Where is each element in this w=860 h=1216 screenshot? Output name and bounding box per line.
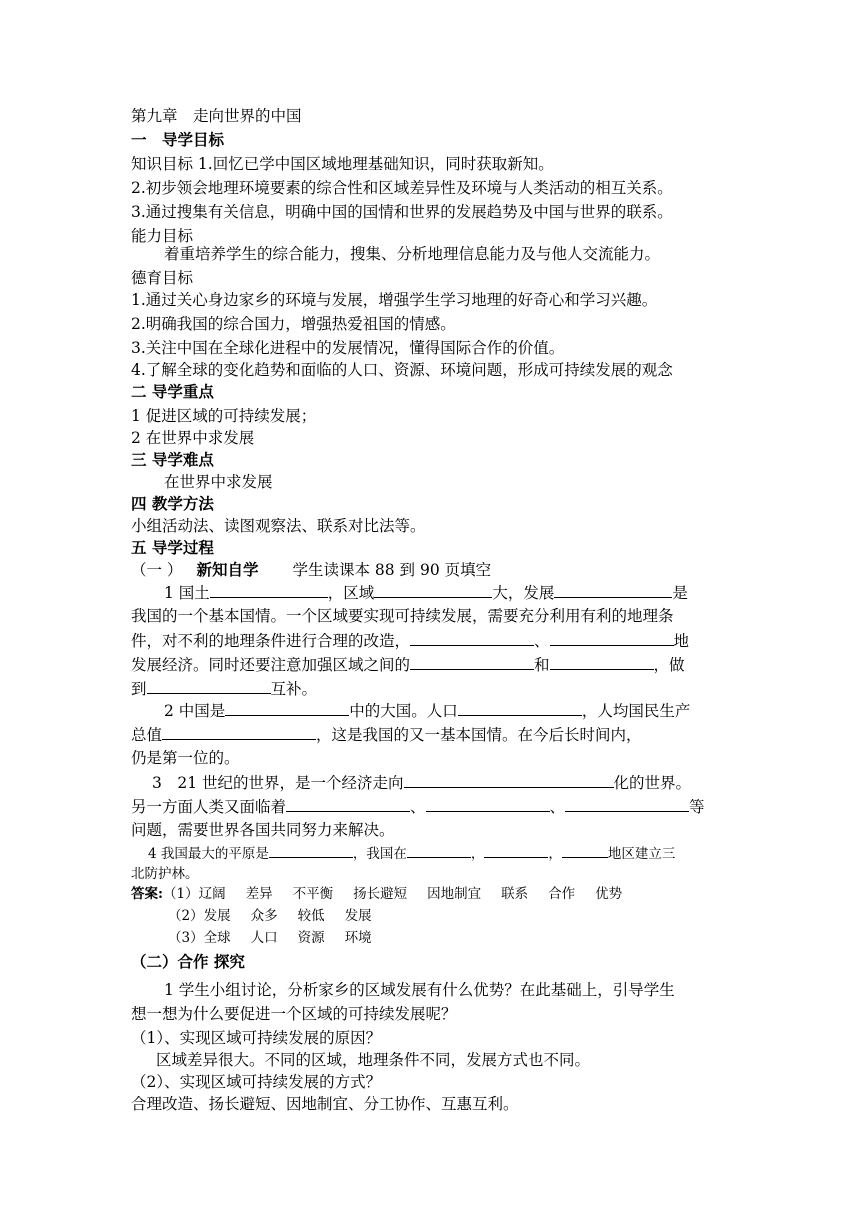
- subsection-1-line: [131, 558, 491, 582]
- section-5-heading: 五 导学过程: [131, 538, 214, 557]
- fill-blank[interactable]: [426, 794, 550, 812]
- fill-blank[interactable]: [210, 580, 328, 598]
- question-reason: （1）、实现区域可持续发展的原因？: [131, 1029, 382, 1047]
- fill-blank[interactable]: [410, 628, 534, 646]
- question-1-line-4: 发展经济。同时还要注意加强区域之间的 和 ，做: [131, 652, 685, 676]
- question-1-line-1: 1 国土 ，区域 大，发展 是: [164, 580, 688, 604]
- discussion-line-1: 1 学生小组讨论，分析家乡的区域发展有什么优势？在此基础上，引导学生: [164, 981, 675, 999]
- knowledge-goal-2: 2.初步领会地理环境要素的综合性和区域差异性及环境与人类活动的相互关系。: [131, 179, 673, 197]
- knowledge-goal-3: 3.通过搜集有关信息，明确中国的国情和世界的发展趋势及中国与世界的联系。: [131, 203, 673, 221]
- moral-goal-label: 德育目标: [131, 269, 194, 287]
- question-4-line-1: 4 我国最大的平原是 ，我国在 ， ， 地区建立三: [148, 842, 675, 866]
- fill-blank[interactable]: [374, 580, 492, 598]
- subsection-1-title: 新知自学: [196, 560, 259, 579]
- moral-goal-3: 3.关注中国在全球化进程中的发展情况，懂得国际合作的价值。: [131, 339, 565, 357]
- subsection-2-heading: （二）合作 探究: [131, 952, 245, 971]
- question-3-line-1: 3 21 世纪的世界，是一个经济走向 化的世界。: [152, 770, 691, 794]
- fill-blank[interactable]: [407, 843, 471, 858]
- fill-blank[interactable]: [162, 722, 316, 740]
- answers-row-2: （2）发展 众多 较低 发展: [168, 908, 372, 924]
- fill-blank[interactable]: [286, 794, 410, 812]
- question-2-line-2: 总值 ，这是我国的又一基本国情。在今后长时间内，: [131, 722, 642, 746]
- question-1-line-5: 到 互补。: [131, 676, 317, 700]
- fill-blank[interactable]: [550, 652, 654, 670]
- answer-method: 合理改造、扬长避短、因地制宜、分工协作、互惠互利。: [131, 1095, 519, 1113]
- question-3-line-3: 问题，需要世界各国共同努力来解决。: [131, 821, 395, 839]
- subsection-1-prefix: （一 ）: [131, 561, 183, 579]
- question-method: （2）、实现区域可持续发展的方式？: [131, 1073, 382, 1091]
- moral-goal-1: 1.通过关心身边家乡的环境与发展，增强学生学习地理的好奇心和学习兴趣。: [131, 291, 658, 309]
- key-point-1: 1 促进区域的可持续发展；: [131, 407, 317, 425]
- question-4-line-2: 北防护林。: [131, 866, 199, 882]
- section-3-heading: 三 导学难点: [131, 450, 214, 469]
- moral-goal-2: 2.明确我国的综合国力，增强热爱祖国的情感。: [131, 315, 456, 333]
- fill-blank[interactable]: [147, 676, 271, 694]
- subsection-1-text: 学生读课本 88 到 90 页填空: [292, 561, 492, 579]
- answer-reason: 区域差异很大。不同的区域，地理条件不同，发展方式也不同。: [156, 1051, 591, 1069]
- question-2-line-1: 2 中国是 中的大国。人口 ，人均国民生产: [164, 698, 690, 722]
- fill-blank[interactable]: [484, 843, 548, 858]
- knowledge-goal-1: 知识目标 1.回忆已学中国区域地理基础知识，同时获取新知。: [131, 155, 554, 173]
- fill-blank[interactable]: [404, 770, 614, 788]
- fill-blank[interactable]: [554, 580, 672, 598]
- fill-blank[interactable]: [458, 698, 582, 716]
- question-3-line-2: 另一方面人类又面临着 、 、 等: [131, 794, 705, 818]
- key-point-2: 2 在世界中求发展: [131, 429, 255, 447]
- fill-blank[interactable]: [562, 843, 608, 858]
- question-1-line-3: 件，对不利的地理条件进行合理的改造， 、 地: [131, 628, 689, 652]
- question-2-line-3: 仍是第一位的。: [131, 749, 240, 767]
- ability-goal-label: 能力目标: [131, 227, 194, 245]
- fill-blank[interactable]: [269, 843, 353, 858]
- discussion-line-2: 想一想为什么要促进一个区域的可持续发展呢？: [131, 1005, 457, 1023]
- ability-goal-text: 着重培养学生的综合能力，搜集、分析地理信息能力及与他人交流能力。: [164, 245, 661, 263]
- section-4-heading: 四 教学方法: [131, 494, 214, 513]
- fill-blank[interactable]: [565, 794, 689, 812]
- fill-blank[interactable]: [225, 698, 349, 716]
- fill-blank[interactable]: [550, 628, 674, 646]
- section-2-heading: 二 导学重点: [131, 382, 214, 401]
- answers-row-3: （3）全球 人口 资源 环境: [168, 930, 372, 946]
- section-1-heading: 一 导学目标: [131, 130, 225, 149]
- answers-row-1: 答案:（1）辽阔 差异 不平衡 扬长避短 因地制宜 联系 合作 优势: [131, 886, 623, 902]
- method-text: 小组活动法、读图观察法、联系对比法等。: [131, 517, 426, 535]
- moral-goal-4: 4.了解全球的变化趋势和面临的人口、资源、环境问题，形成可持续发展的观念: [131, 361, 673, 379]
- chapter-title: 第九章 走向世界的中国: [131, 107, 302, 125]
- difficulty-text: 在世界中求发展: [164, 473, 273, 491]
- answers-label: 答案:: [131, 886, 163, 902]
- question-1-line-2: 我国的一个基本国情。一个区域要实现可持续发展，需要充分利用有利的地理条: [131, 607, 674, 625]
- fill-blank[interactable]: [410, 652, 534, 670]
